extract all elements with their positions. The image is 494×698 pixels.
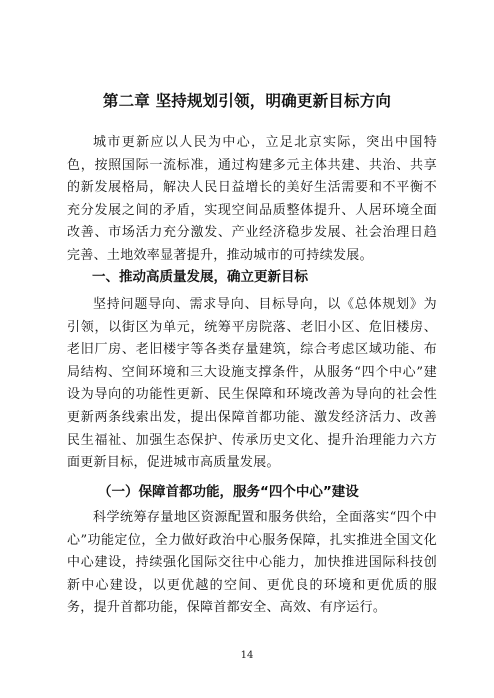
- section-heading: 一、推动高质量发展，确立更新目标: [92, 269, 308, 285]
- section-paragraph: 坚持问题导向、需求导向、目标导向，以《总体规划》为引领，以街区为单元，统筹平房院落、老旧小区、危旧楼房、老旧厂房、老旧楼宇等各类存量建筑，综合考虑区域功能、布局结构、空间环境和三大设施支撑条件，从服务“四个中心”建设为导向的功能性更新、民生保障和环境改善为导向的社会性更新两条线索出发，提出保障首都功能、激发经济活力、改善民生福祉、加强生态保护、传承历史文化、提升治理能力六方面更新目标，促进城市高质量发展。: [67, 297, 437, 471]
- subsection-heading: （一）保障首都功能，服务“四个中心”建设: [98, 484, 359, 500]
- subsection-paragraph: 科学统筹存量地区资源配置和服务供给，全面落实“四个中心”功能定位，全力做好政治中心服务保障，扎实推进全国文化中心建设，持续强化国际交往中心能力，加快推进国际科技创新中心建设，以更优越的空间、更优良的环境和更优质的服务，提升首都功能，保障首都安全、高效、有序运行。: [67, 510, 437, 616]
- intro-paragraph: 城市更新应以人民为中心，立足北京实际，突出中国特色，按照国际一流标准，通过构建多元主体共建、共治、共享的新发展格局，解决人民日益增长的美好生活需要和不平衡不充分发展之间的矛盾，实现空间品质整体提升、人居环境全面改善、市场活力充分激发、产业经济稳步发展、社会治理日趋完善、土地效率显著提升，推动城市的可持续发展。: [67, 135, 437, 263]
- page-number: 14: [240, 650, 254, 661]
- chapter-title: 第二章 坚持规划引领，明确更新目标方向: [102, 92, 392, 110]
